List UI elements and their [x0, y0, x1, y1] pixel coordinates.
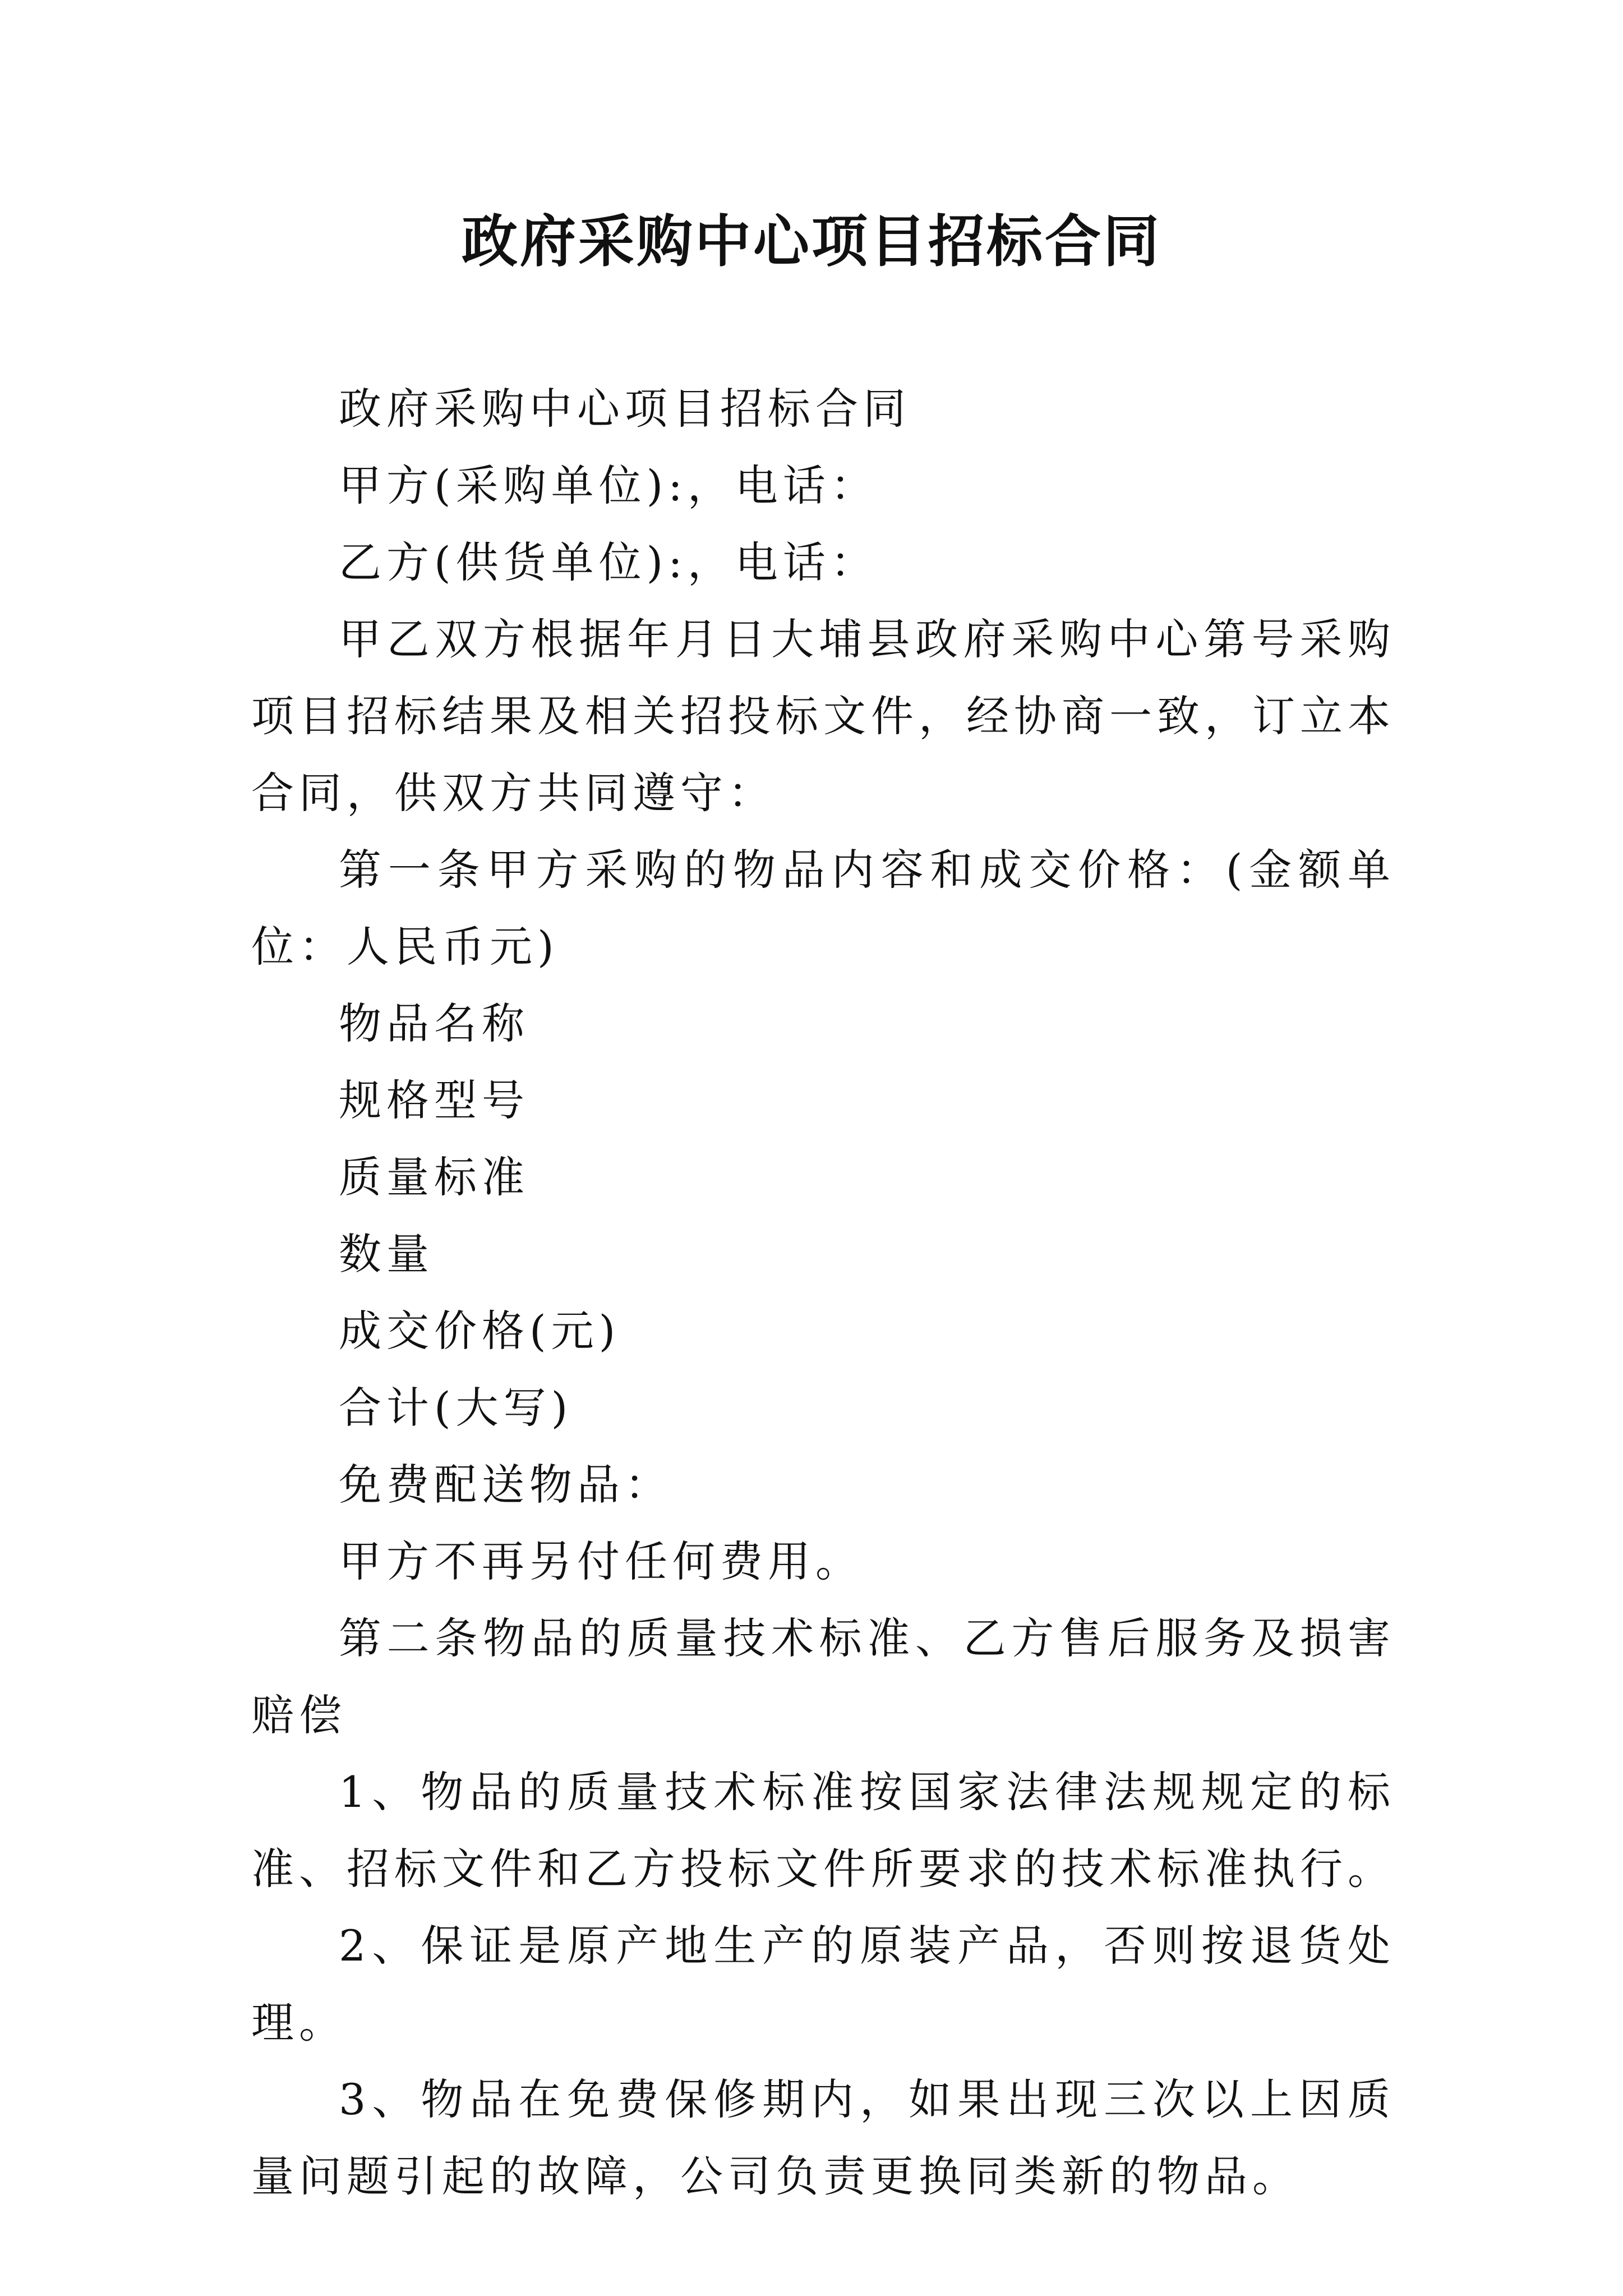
- paragraph-article-2: 第二条物品的质量技术标准、乙方售后服务及损害赔偿: [251, 1613, 1395, 1740]
- paragraph-clause-3: 3、物品在免费保修期内，如果出现三次以上因质量问题引起的故障，公司负责更换同类新的物品。: [251, 2074, 1395, 2201]
- paragraph-item-quality: 质量标准: [339, 1152, 529, 1202]
- paragraph-total: 合计(大写): [339, 1383, 573, 1433]
- paragraph-clause-2: 2、保证是原产地生产的原装产品，否则按退货处理。: [251, 1921, 1395, 2047]
- paragraph-contract-name: 政府采购中心项目招标合同: [339, 384, 911, 434]
- paragraph-item-model: 规格型号: [339, 1075, 529, 1125]
- paragraph-item-name: 物品名称: [339, 999, 529, 1048]
- paragraph-preamble: 甲乙双方根据年月日大埔县政府采购中心第号采购项目招标结果及相关招投标文件，经协商一致，订立本合同，供双方共同遵守：: [251, 614, 1395, 818]
- document-title: 政府采购中心项目招标合同: [462, 208, 1161, 274]
- paragraph-clause-1: 1、物品的质量技术标准按国家法律法规规定的标准、招标文件和乙方投标文件所要求的技术标准执行。: [251, 1767, 1395, 1894]
- paragraph-item-price: 成交价格(元): [339, 1306, 621, 1356]
- paragraph-item-quantity: 数量: [339, 1229, 434, 1279]
- document-body: [251, 370, 1395, 2215]
- paragraph-no-extra-fees: 甲方不再另付任何费用。: [339, 1536, 863, 1586]
- paragraph-article-1: 第一条甲方采购的物品内容和成交价格：(金额单位：人民币元): [251, 845, 1395, 972]
- paragraph-party-b: 乙方(供货单位):，电话：: [339, 537, 878, 587]
- paragraph-free-delivery: 免费配送物品：: [339, 1460, 672, 1510]
- paragraph-party-a: 甲方(采购单位):，电话：: [339, 461, 878, 510]
